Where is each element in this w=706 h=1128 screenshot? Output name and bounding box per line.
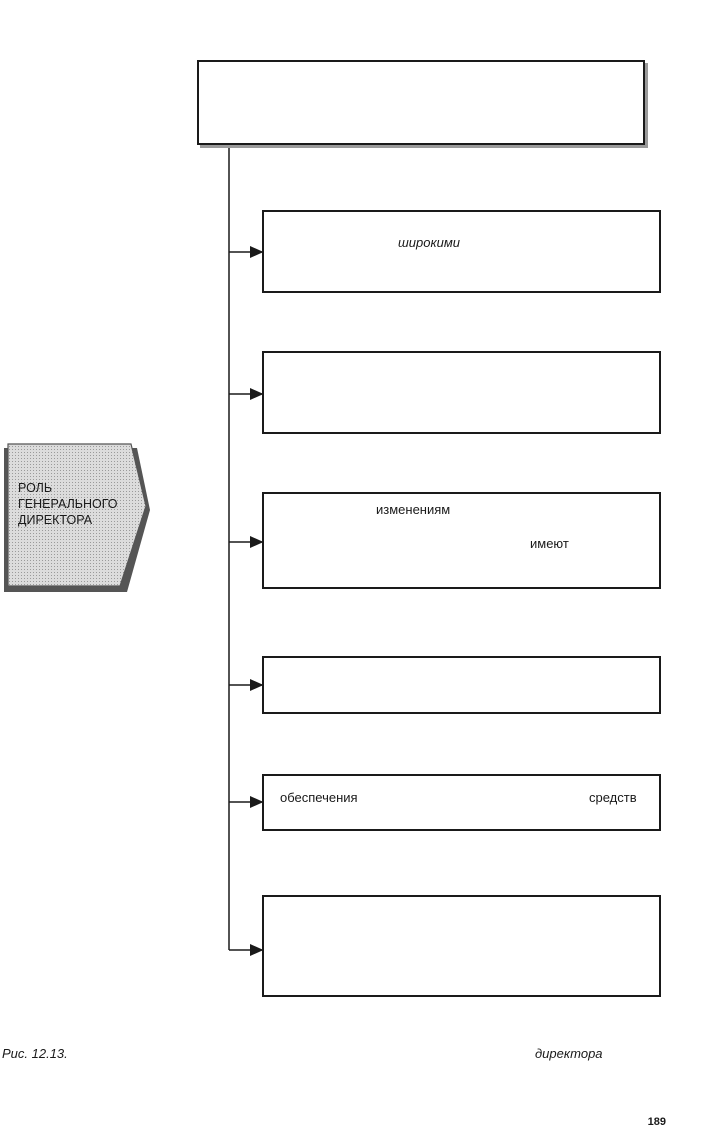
function-box-3: [262, 492, 661, 589]
function-box-2: [262, 351, 661, 434]
role-label: [18, 480, 118, 528]
box-3-text-2: имеют: [530, 536, 569, 551]
function-box-5: [262, 774, 661, 831]
box-1-text: широкими: [398, 235, 460, 250]
function-box-6: [262, 895, 661, 997]
box-5-text-1: обеспечения: [280, 790, 358, 805]
role-label-line-2: ГЕНЕРАЛЬНОГО: [18, 497, 118, 511]
function-box-4: [262, 656, 661, 714]
box-5-text-2: средств: [589, 790, 637, 805]
function-box-1: [262, 210, 661, 293]
page-number: 189: [647, 1116, 666, 1128]
role-label-line-3: ДИРЕКТОРА: [18, 513, 93, 527]
figure-caption-number: Рис. 12.13.: [2, 1046, 68, 1061]
box-3-text-1: изменениям: [376, 502, 451, 517]
role-label-line-1: РОЛЬ: [18, 481, 53, 495]
figure-caption-word: директора: [535, 1046, 603, 1061]
top-box: [197, 60, 645, 145]
